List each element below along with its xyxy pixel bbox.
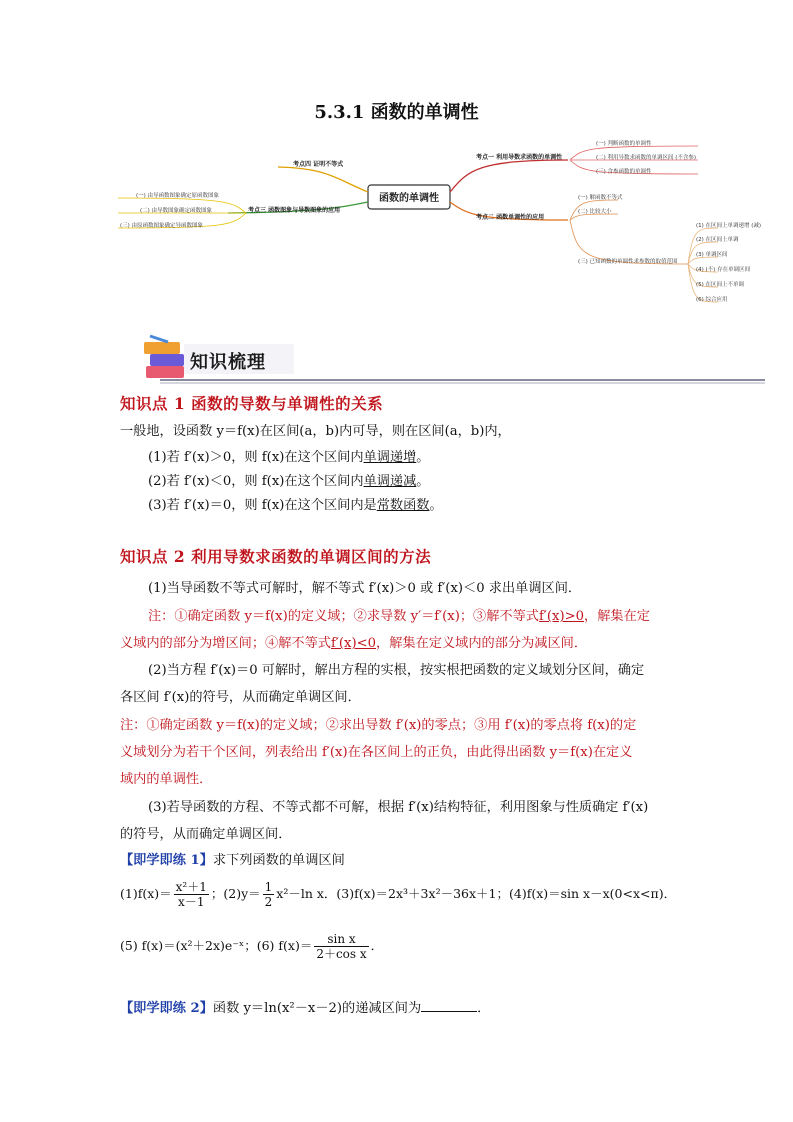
kp2-heading: 知识点 2 利用导数求函数的单调区间的方法 (120, 547, 432, 566)
kp1-item-3 (148, 494, 443, 517)
mind-map-subleaf: (1) 在区间上单调递增 (减) (696, 223, 762, 229)
practice-2-tag: 【即学即练 2】 (120, 1001, 213, 1016)
practice-2-text: 函数 y＝ln(x²－x－2)的递减区间为 (212, 1001, 422, 1016)
practice-2-end: ． (477, 1001, 491, 1016)
kp1-heading: 知识点 1 函数的导数与单调性的关系 (120, 394, 384, 413)
kp1-item-1-text: (1)若 f′(x)＞0，则 f(x)在这个区间内 (148, 450, 364, 465)
exercise-text: (5) f(x)＝(x²＋2x)e⁻ˣ；(6) f(x)＝ (120, 938, 313, 953)
fraction-denominator: 2＋cos x (316, 947, 367, 961)
mind-map-center: 函数的单调性 (379, 193, 439, 204)
fraction-numerator: x²＋1 (175, 880, 207, 894)
mind-map-leaf: (二) 由导数图象确定函数图象 (140, 208, 213, 214)
kp2-method-1: (1)当导函数不等式可解时，解不等式 f′(x)＞0 或 f′(x)＜0 求出单调区间． (148, 581, 582, 596)
mind-map-leaf: (二) 比较大小 (578, 209, 612, 215)
mind-map-subleaf: (3) 单调区间 (696, 252, 728, 258)
mind-map-branch-2: 考点二 函数单调性的应用 (476, 214, 545, 221)
mind-map-branch-4: 考点四 证明不等式 (293, 161, 344, 168)
kp1-item-1-answer: 单调递增 (363, 450, 417, 465)
banner-title: 知识梳理 (190, 352, 266, 373)
mind-map-leaf: (一) 由导函数图象确定原函数图象 (136, 193, 220, 199)
kp1-item-3-answer: 常数函数 (376, 498, 430, 513)
kp2-method-3-line-1: (3)若导函数的方程、不等式都不可解，根据 f′(x)结构特征，利用图象与性质确定 f′(x) (148, 800, 649, 815)
practice-1-exercises-1-4 (120, 880, 676, 909)
mind-map-branch-1: 考点一 利用导数求函数的单调性 (476, 154, 563, 161)
kp1-item-2-text: (2)若 f′(x)＜0，则 f(x)在这个区间内 (148, 474, 364, 489)
practice-2 (120, 997, 490, 1020)
note-underlined: f′(x)<0 (331, 636, 377, 651)
note-text: 义域内的部分为增区间；④解不等式 (120, 636, 331, 651)
mind-map-subleaf: (2) 在区间上单调 (696, 237, 739, 243)
note-text: ，解集在定义域内的部分为减区间． (376, 636, 588, 651)
fraction-denominator: 2 (264, 895, 273, 909)
mind-map-branch-3: 考点三 函数图象与导数图象的应用 (248, 207, 341, 214)
kp2-note-2-line-1: 注：①确定函数 y＝f(x)的定义域；②求出导数 f′(x)的零点；③用 f′(x)的零点将 f(x)的定 (120, 718, 637, 733)
kp1-item-2-end: 。 (416, 474, 430, 489)
mind-map-leaf: (一) 解函数不等式 (578, 195, 623, 201)
kp2-note-1-line-1 (148, 605, 650, 628)
section-banner (140, 330, 770, 386)
fraction-numerator: 1 (264, 880, 273, 894)
note-underlined: f′(x)>0 (539, 609, 585, 624)
kp2-method-2-line-1: (2)当方程 f′(x)＝0 可解时，解出方程的实根，按实根把函数的定义域划分区间，确定 (148, 663, 645, 678)
exercise-text: ． (370, 938, 384, 953)
note-text: ，解集在定 (584, 609, 650, 624)
exercise-text: x²－ln x．(3)f(x)＝2x³＋3x²－36x＋1；(4)f(x)＝sin x－x(0<x<π)． (276, 886, 677, 901)
practice-1-text: 求下列函数的单调区间 (212, 853, 345, 868)
kp1-item-3-text: (3)若 f′(x)＝0，则 f(x)在这个区间内是 (148, 498, 377, 513)
kp1-intro: 一般地，设函数 y＝f(x)在区间(a，b)内可导，则在区间(a，b)内， (120, 424, 511, 439)
kp2-note-2-line-2: 义域划分为若干个区间，列表给出 f′(x)在各区间上的正负，由此得出函数 y＝f(x)在定义 (120, 745, 633, 760)
exercise-text: ；(2)y＝ (210, 886, 261, 901)
note-text: 注：①确定函数 y＝f(x)的定义域；②求导数 y′＝f′(x)；③解不等式 (148, 609, 539, 624)
fraction (263, 880, 275, 909)
mind-map-subleaf: (5) 在区间上不单调 (696, 282, 745, 288)
mind-map-leaf: (一) 判断函数的单调性 (596, 141, 652, 147)
kp1-item-2 (148, 470, 429, 493)
fraction (174, 880, 209, 909)
exercise-text: (1)f(x)＝ (120, 886, 172, 901)
fraction (314, 932, 368, 961)
kp2-method-2-line-2: 各区间 f′(x)的符号，从而确定单调区间． (120, 690, 361, 705)
practice-1-header (120, 849, 345, 872)
kp1-item-3-end: 。 (429, 498, 443, 513)
mind-map-leaf: (三) 已知函数的单调性求参数的取值范围 (578, 259, 678, 265)
kp2-note-1-line-2 (120, 632, 587, 655)
practice-1-tag: 【即学即练 1】 (120, 853, 213, 868)
kp2-note-2-line-3: 域内的单调性． (120, 772, 213, 787)
kp1-item-1 (148, 446, 429, 469)
kp1-item-1-end: 。 (416, 450, 430, 465)
mind-map-subleaf: (6) 综合应用 (696, 297, 728, 303)
answer-blank[interactable] (421, 999, 477, 1012)
kp1-item-2-answer: 单调递减 (363, 474, 417, 489)
fraction-denominator: x－1 (178, 895, 205, 909)
mind-map-subleaf: (4) (不) 存在单调区间 (696, 267, 751, 273)
kp2-method-3-line-2: 的符号，从而确定单调区间． (120, 827, 292, 842)
page-title: 5.3.1 函数的单调性 (314, 102, 479, 123)
fraction-numerator: sin x (314, 932, 368, 947)
mind-map-leaf: (三) 含参函数的单调性 (596, 169, 652, 175)
mind-map-leaf: (三) 由原函数图象确定导函数图象 (120, 223, 204, 229)
practice-1-exercises-5-6 (120, 932, 383, 961)
mind-map-leaf: (二) 利用导数求函数的单调区间 (不含参) (596, 155, 697, 161)
mind-map (118, 140, 762, 320)
